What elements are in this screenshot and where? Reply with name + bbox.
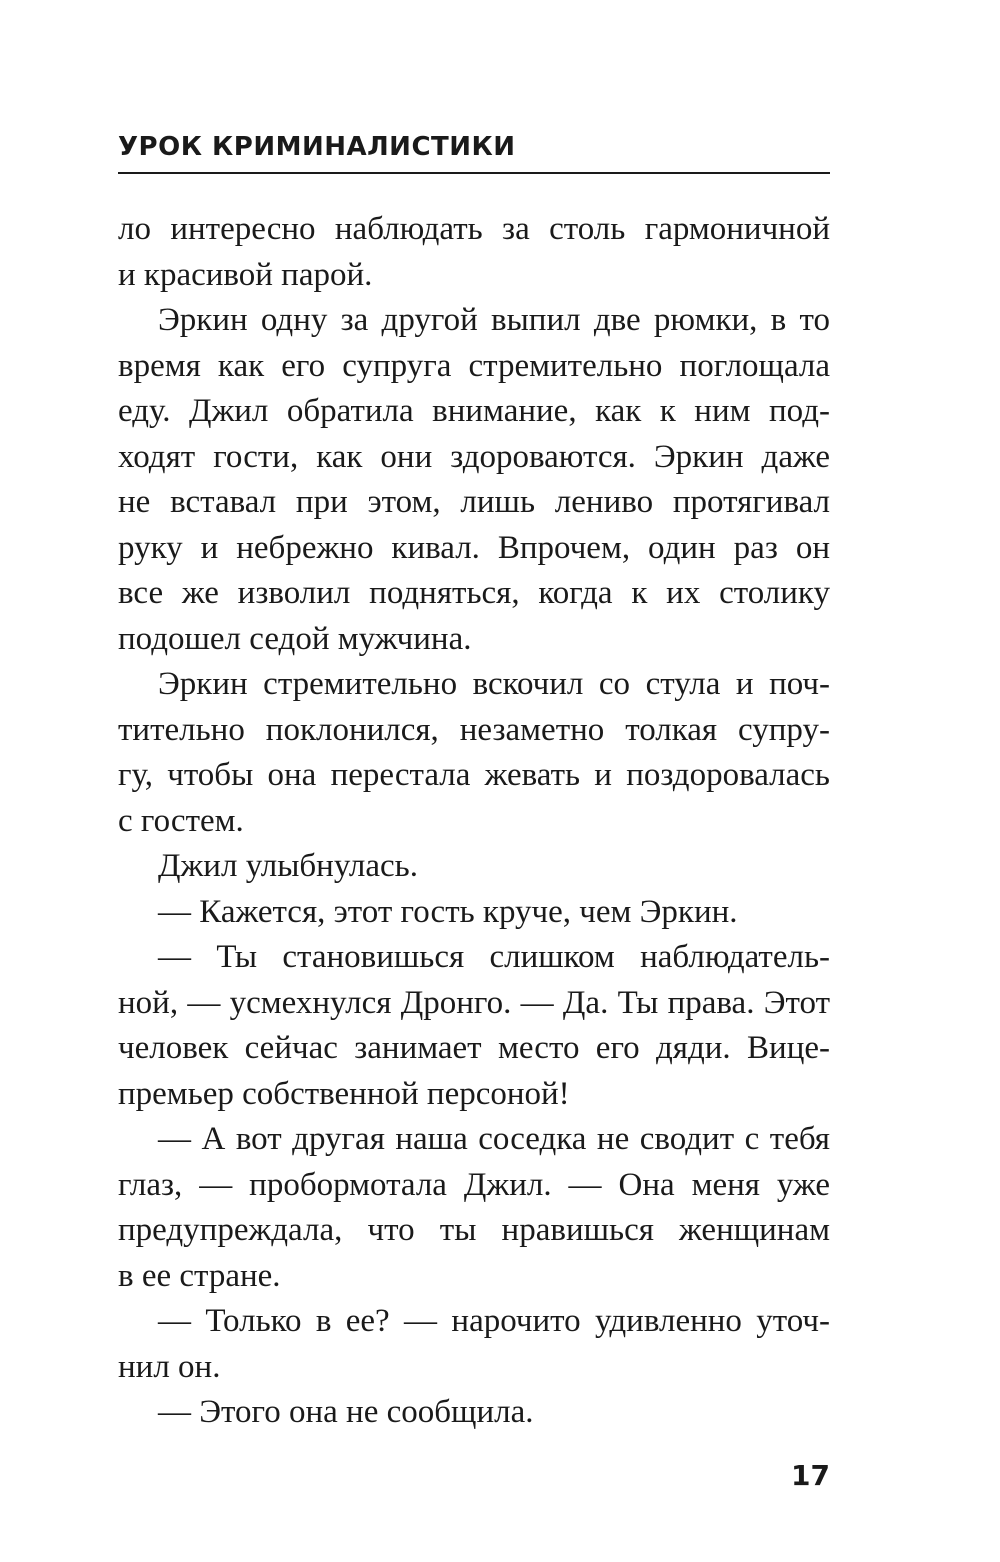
text-line: время как его супруга стремительно поглощала — [118, 347, 830, 384]
text-line: руку и небрежно кивал. Впрочем, один раз он — [118, 529, 830, 566]
text-line: Эркин одну за другой выпил две рюмки, в то — [158, 302, 830, 338]
text-line: гу, чтобы она перестала жевать и поздоровалась — [118, 757, 830, 793]
text-line: — Только в ее? — нарочито удивленно уточ- — [158, 1303, 830, 1339]
text-line: с гостем. — [118, 802, 244, 839]
text-line: нил он. — [118, 1348, 221, 1385]
header-rule — [118, 172, 830, 174]
text-line: Эркин стремительно вскочил со стула и поч- — [158, 666, 830, 702]
text-line: предупреждала, что ты нравишься женщинам — [118, 1212, 830, 1248]
text-line: ходят гости, как они здороваются. Эркин даже — [118, 438, 830, 475]
text-line: подошел седой мужчина. — [118, 620, 472, 657]
text-line: человек сейчас занимает место его дяди. Вице- — [118, 1030, 830, 1066]
text-line: премьер собственной персоной! — [118, 1075, 570, 1112]
text-line: Джил улыбнулась. — [158, 848, 418, 884]
running-head-title: УРОК КРИМИНАЛИСТИКИ — [118, 132, 516, 162]
text-line: и красивой парой. — [118, 256, 373, 293]
text-line: тительно поклонился, незаметно толкая супру- — [118, 711, 830, 748]
text-line: — Кажется, этот гость круче, чем Эркин. — [158, 893, 738, 930]
text-line: глаз, — пробормотала Джил. — Она меня уже — [118, 1166, 830, 1203]
body-text — [118, 207, 830, 1436]
text-line: — Ты становишься слишком наблюдатель- — [158, 939, 830, 975]
text-line: ной, — усмехнулся Дронго. — Да. Ты права. Этот — [118, 984, 830, 1021]
text-line: все же изволил подняться, когда к их столику — [118, 575, 830, 611]
book-page — [118, 0, 830, 1562]
text-line: ло интересно наблюдать за столь гармоничной — [118, 211, 830, 247]
text-line: — Этого она не сообщила. — [158, 1394, 534, 1430]
text-line: не вставал при этом, лишь лениво протягивал — [118, 484, 830, 520]
text-line: еду. Джил обратила внимание, как к ним под- — [118, 393, 830, 429]
text-line: — А вот другая наша соседка не сводит с тебя — [158, 1121, 830, 1157]
page-number: 17 — [791, 1459, 830, 1492]
text-line: в ее стране. — [118, 1257, 281, 1294]
